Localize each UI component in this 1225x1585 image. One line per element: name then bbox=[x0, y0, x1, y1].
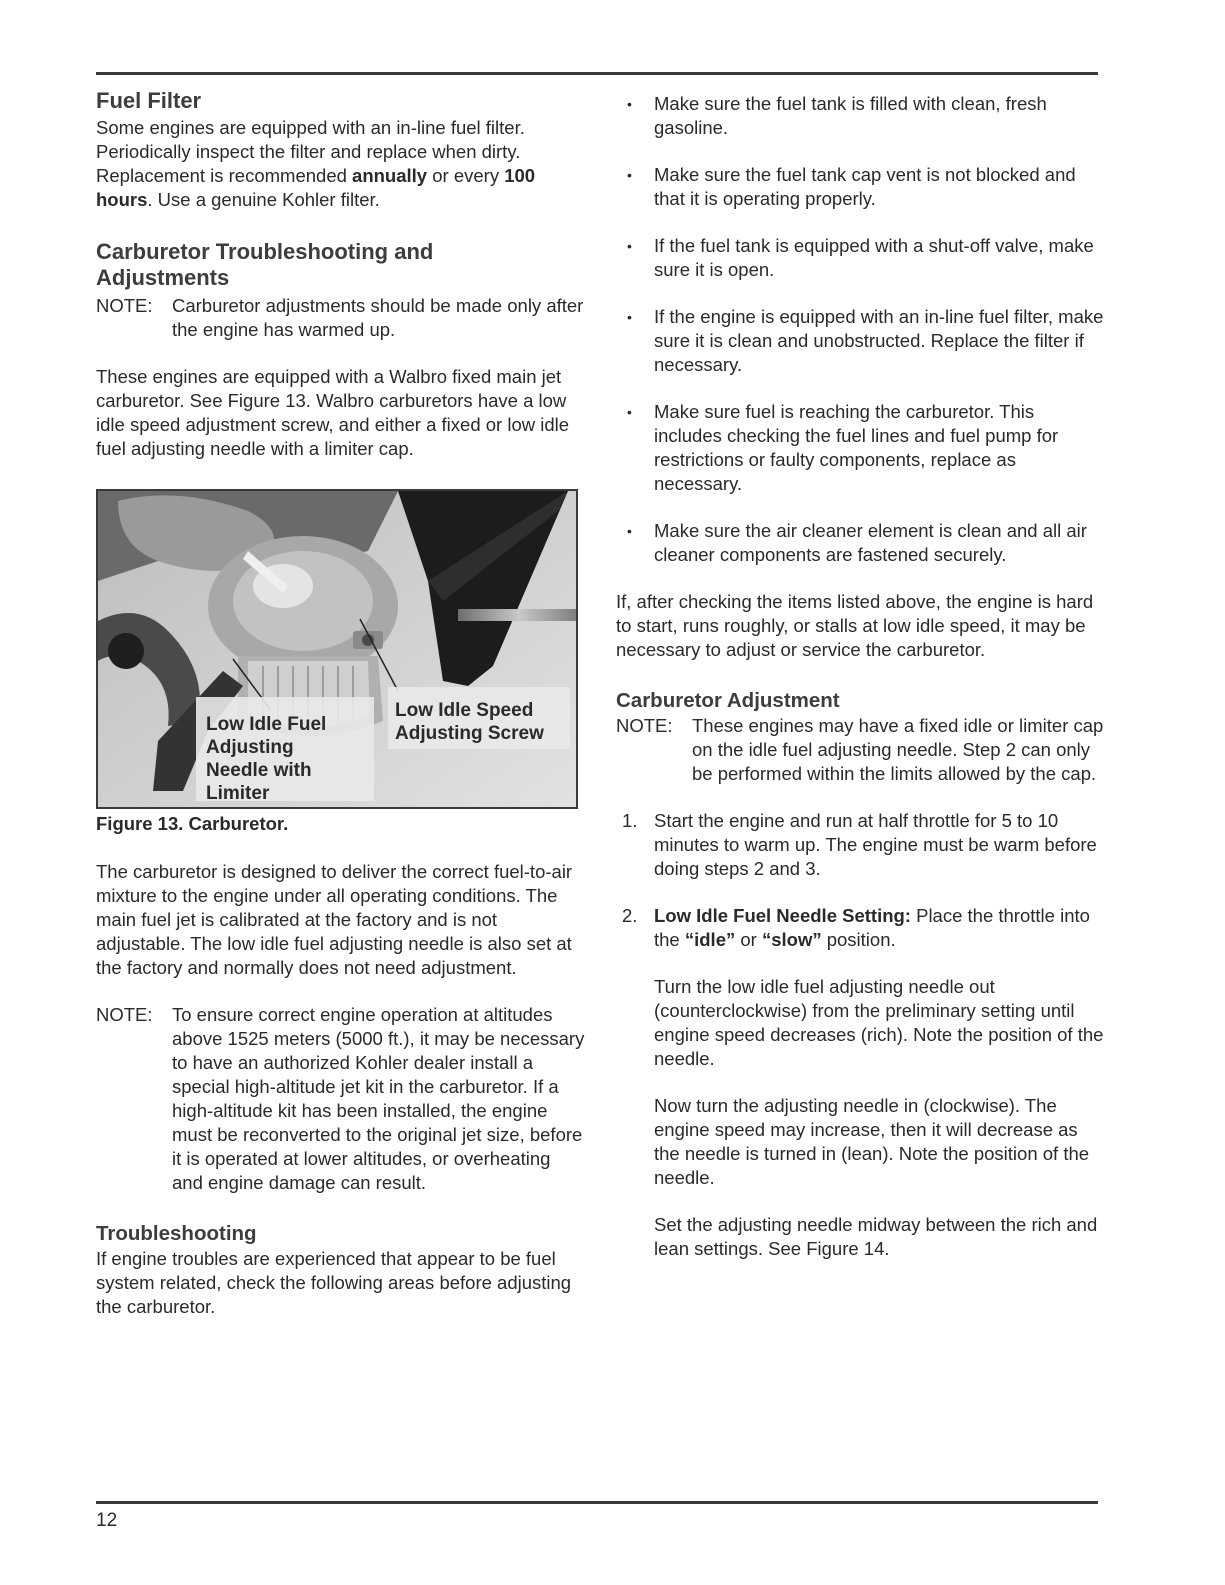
altitude-note-label: NOTE: bbox=[96, 1004, 153, 1025]
left-column bbox=[96, 88, 586, 1319]
fuel-filter-bold-hours: 100 hours bbox=[96, 165, 536, 210]
after-check-paragraph: If, after checking the items listed above, the engine is hard to start, runs roughly, or stalls at low idle speed, it may be necessary to adjust or service the carburetor. bbox=[616, 591, 1094, 660]
walbro-paragraph: These engines are equipped with a Walbro fixed main jet carburetor. See Figure 13. Walbro carburetors have a low idle speed adjustment screw, and either a fixed or low idle fuel adjusting needle with a limiter cap. bbox=[96, 366, 570, 459]
carb-troubleshooting-heading: Carburetor Troubleshooting and Adjustments bbox=[96, 239, 434, 290]
limiter-note-label: NOTE: bbox=[616, 715, 673, 736]
step-1-text: Start the engine and run at half throttle for 5 to 10 minutes to warm up. The engine must be warm before doing steps 2 and 3. bbox=[654, 810, 1097, 879]
limiter-note-text: These engines may have a fixed idle or limiter cap on the idle fuel adjusting needle. Step 2 can only be performed within the limits allowed by the cap. bbox=[692, 715, 1104, 784]
step-2-text-b: position. bbox=[821, 929, 896, 950]
checklist-item: • Make sure the fuel tank is filled with clean, fresh gasoline. bbox=[616, 92, 1106, 140]
fuel-filter-text-c: . Use a genuine Kohler filter. bbox=[147, 189, 380, 210]
step-1 bbox=[616, 809, 1106, 881]
callout-low-idle-fuel-needle: Low Idle Fuel Adjusting Needle with Limiter bbox=[206, 714, 327, 804]
step-2-lean-paragraph: Now turn the adjusting needle in (clockwise). The engine speed may increase, then it will decrease as the needle is turned in (lean). Note the position of the needle. bbox=[654, 1095, 1090, 1188]
carb-adjustment-heading: Carburetor Adjustment bbox=[616, 689, 840, 712]
step-2-text-a: Place the throttle into the bbox=[654, 905, 1090, 950]
step-2-number: 2. bbox=[622, 905, 638, 926]
step-1-number: 1. bbox=[622, 810, 638, 831]
top-rule bbox=[96, 72, 1098, 75]
fuel-filter-bold-annually: annually bbox=[352, 165, 428, 186]
step-2-midway-paragraph: Set the adjusting needle midway between the rich and lean settings. See Figure 14. bbox=[654, 1214, 1098, 1259]
troubleshooting-paragraph: If engine troubles are experienced that appear to be fuel system related, check the following areas before adjusting the carburetor. bbox=[96, 1248, 572, 1317]
figure-13-caption: Figure 13. Carburetor. bbox=[96, 813, 289, 834]
bottom-rule bbox=[96, 1501, 1098, 1504]
step-2-idle: “idle” bbox=[684, 929, 736, 950]
step-2-title: Low Idle Fuel Needle Setting: bbox=[654, 905, 911, 926]
page-number: 12 bbox=[96, 1510, 118, 1531]
checklist-item: • If the engine is equipped with an in-line fuel filter, make sure it is clean and unobstructed. Replace the filter if necessary. bbox=[616, 305, 1106, 377]
limiter-cap-note bbox=[616, 714, 1106, 786]
altitude-note bbox=[96, 1003, 586, 1195]
fuel-system-checklist bbox=[616, 92, 1106, 567]
note-text: Carburetor adjustments should be made only after the engine has warmed up. bbox=[172, 295, 584, 340]
checklist-item: • If the fuel tank is equipped with a shut-off valve, make sure it is open. bbox=[616, 234, 1106, 282]
step-2-slow: “slow” bbox=[761, 929, 822, 950]
fuel-filter-text-a: Some engines are equipped with an in-line fuel filter. Periodically inspect the filter and replace when dirty. Replacement is recommended bbox=[96, 117, 525, 186]
carb-design-paragraph: The carburetor is designed to deliver the correct fuel-to-air mixture to the engine under all operating conditions. The main fuel jet is calibrated at the factory and is not adjustable. The low idle fuel adjusting needle is also set at the factory and normally does not need adjustment. bbox=[96, 861, 573, 978]
altitude-note-text: To ensure correct engine operation at altitudes above 1525 meters (5000 ft.), it may be necessary to have an authorized Kohler dealer install a special high-altitude jet kit in the carburetor. If a high-altitude kit has been installed, the engine must be reconverted to the original jet size, before it is operated at lower altitudes, or overheating and engine damage can result. bbox=[172, 1004, 585, 1193]
step-2 bbox=[616, 904, 1106, 1261]
carb-warmup-note bbox=[96, 294, 586, 342]
note-label: NOTE: bbox=[96, 295, 153, 316]
checklist-item: • Make sure the air cleaner element is clean and all air cleaner components are fastened securely. bbox=[616, 519, 1106, 567]
step-2-or: or bbox=[735, 929, 762, 950]
adjustment-steps bbox=[616, 809, 1106, 1261]
fuel-filter-paragraph bbox=[96, 116, 586, 212]
checklist-item: • Make sure fuel is reaching the carburetor. This includes checking the fuel lines and fuel pump for restrictions or faulty components, replace as necessary. bbox=[616, 400, 1106, 496]
fuel-filter-text-b: or every bbox=[427, 165, 505, 186]
checklist-item: • Make sure the fuel tank cap vent is not blocked and that it is operating properly. bbox=[616, 163, 1106, 211]
figure-13-carburetor-photo bbox=[96, 489, 578, 809]
callout-low-idle-speed-screw: Low Idle Speed Adjusting Screw bbox=[395, 700, 544, 744]
right-column bbox=[616, 88, 1106, 1261]
step-2-intro bbox=[654, 904, 1106, 952]
step-2-rich-paragraph: Turn the low idle fuel adjusting needle out (counterclockwise) from the preliminary setting until engine speed decreases (rich). Note the position of the needle. bbox=[654, 976, 1104, 1069]
fuel-filter-heading: Fuel Filter bbox=[96, 88, 202, 113]
troubleshooting-heading: Troubleshooting bbox=[96, 1222, 257, 1245]
